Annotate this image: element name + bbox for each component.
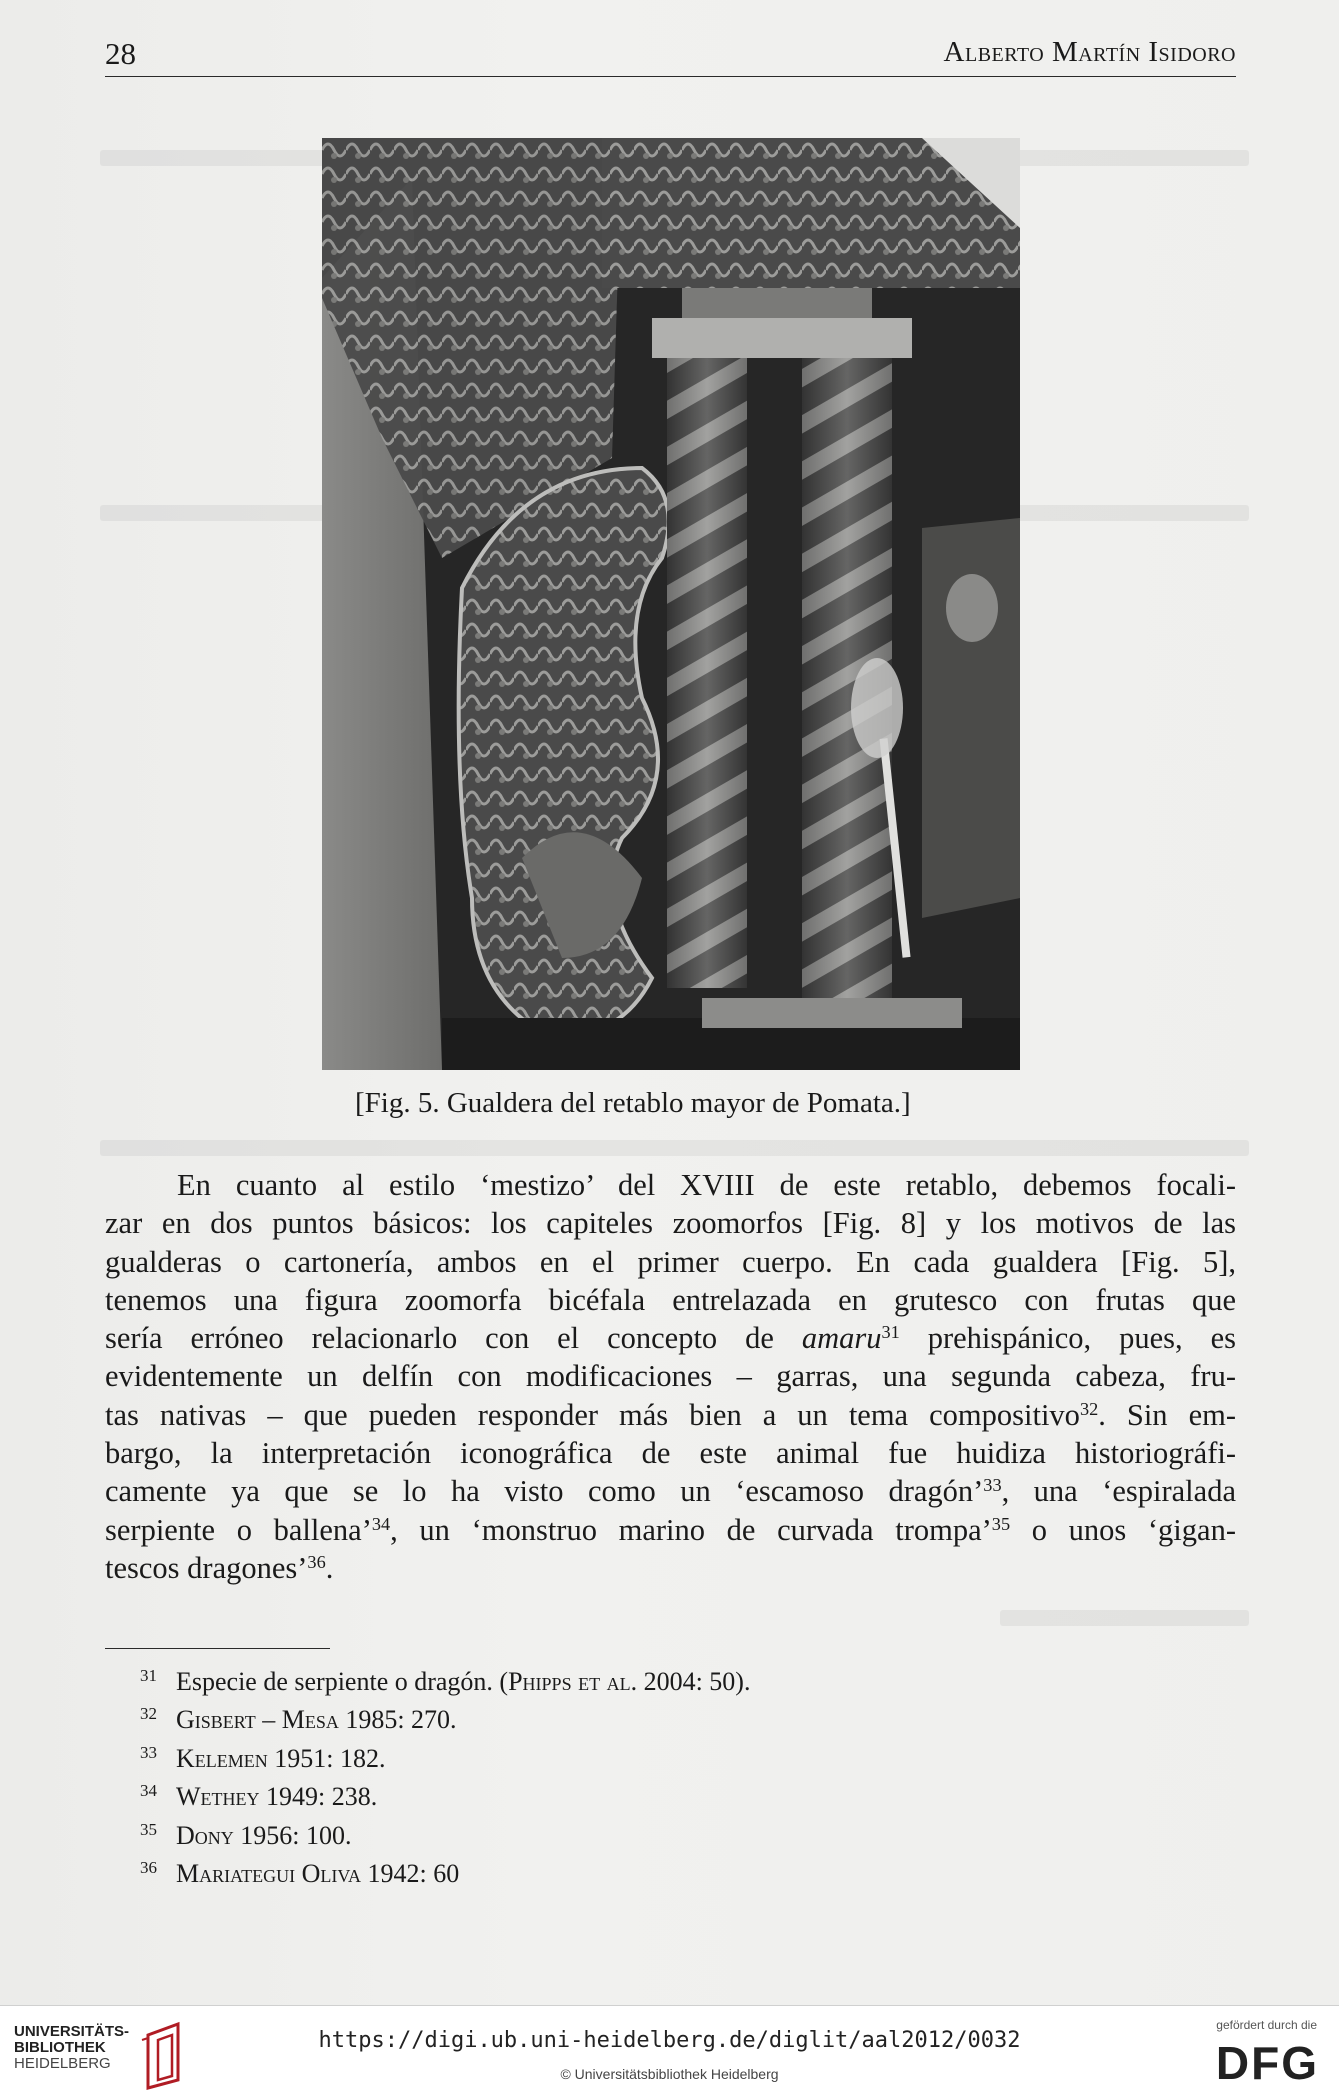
body-line — [105, 1511, 1236, 1549]
retablo-photo-icon — [322, 138, 1020, 1070]
text-run: sería erróneo relacionarlo con el concepto de — [105, 1321, 802, 1356]
bleed-through — [1000, 1610, 1249, 1626]
footnote-number: 32 — [140, 1704, 157, 1724]
running-head: Alberto Martín Isidoro — [943, 36, 1236, 68]
footnote — [140, 1737, 750, 1775]
footnote-text: 1949: 238. — [259, 1782, 378, 1812]
figure-caption: [Fig. 5. Gualdera del retablo mayor de Pomata.] — [355, 1087, 911, 1119]
footnote-ref: 34 — [371, 1513, 391, 1534]
text-run: prehispánico, pues, es — [899, 1321, 1236, 1356]
text-run: tas nativas – que pueden responder más bien a un tema compositivo — [105, 1397, 1080, 1432]
body-line — [105, 1319, 1236, 1357]
footnote-ref: 35 — [991, 1513, 1011, 1534]
footnote-text: 1956: 100. — [233, 1820, 352, 1850]
body-paragraph — [105, 1166, 1236, 1587]
funded-by-label: gefördert durch die — [1216, 2018, 1317, 2032]
page-url-link[interactable]: https://digi.ub.uni-heidelberg.de/diglit/aal2012/0032 — [318, 2028, 1021, 2053]
page-number: 28 — [105, 36, 136, 71]
body-line: gualderas o cartonería, ambos en el primer cuerpo. En cada gualdera [Fig. 5], — [105, 1244, 1236, 1279]
footer-banner — [0, 2005, 1339, 2100]
footnote-ref: 31 — [881, 1322, 900, 1343]
footnote-text: 1942: 60 — [361, 1859, 460, 1889]
body-line: tenemos una figura zoomorfa bicéfala entrelazada en grutesco con frutas que — [105, 1282, 1236, 1317]
bleed-through — [100, 1140, 1249, 1156]
footnote-rule — [105, 1648, 330, 1649]
dfg-logo-icon[interactable]: DFG — [1215, 2037, 1319, 2089]
library-name-line: HEIDELBERG — [14, 2055, 111, 2072]
body-line: bargo, la interpretación iconográfica de este animal fue huidiza historiográfi- — [105, 1436, 1236, 1471]
text-run: , una ‘espiralada — [1001, 1474, 1236, 1509]
body-line — [105, 1549, 1236, 1587]
library-name-line: BIBLIOTHEK — [14, 2039, 106, 2056]
italic-term: amaru — [801, 1321, 882, 1356]
footnote-author: Mariategui Oliva — [176, 1859, 362, 1889]
body-line — [105, 1472, 1236, 1510]
text-run: . Sin em- — [1098, 1397, 1236, 1432]
body-line: zar en dos puntos básicos: los capiteles zoomorfos [Fig. 8] y los motivos de las — [105, 1206, 1236, 1241]
footnote-author: Dony — [176, 1820, 234, 1850]
footnote-text: 1985: 270. — [338, 1705, 457, 1735]
footnote-author: Wethey — [176, 1782, 260, 1812]
footnote-text: 1951: 182. — [267, 1743, 386, 1773]
body-line: evidentemente un delfín con modificaciones – garras, una segunda cabeza, fru- — [105, 1359, 1236, 1394]
library-name-line: UNIVERSITÄTS- — [14, 2023, 130, 2040]
footnote — [140, 1660, 750, 1698]
footnote — [140, 1698, 750, 1736]
body-line: En cuanto al estilo ‘mestizo’ del XVIII de este retablo, debemos focali- — [177, 1168, 1236, 1202]
text-run: , un ‘monstruo marino de curvada trompa’ — [390, 1512, 992, 1547]
footnote-text: Especie de serpiente o dragón. ( — [176, 1667, 509, 1696]
footnote-number: 31 — [140, 1666, 157, 1685]
footnote-author: Kelemen — [176, 1743, 268, 1773]
text-run: camente ya que se lo ha visto como un ‘escamoso dragón’ — [105, 1474, 984, 1509]
footnote-ref: 33 — [983, 1475, 1002, 1496]
footnote — [140, 1814, 750, 1852]
copyright-notice: © Universitätsbibliothek Heidelberg — [560, 2066, 779, 2082]
figure-photo — [322, 138, 1020, 1070]
body-line — [105, 1396, 1236, 1434]
text-run: . — [325, 1550, 334, 1585]
text-run: serpiente o ballena’ — [105, 1512, 372, 1547]
page-header — [105, 36, 1236, 77]
footnote-text: 2004: 50). — [637, 1667, 751, 1696]
footnote-number: 33 — [140, 1742, 157, 1762]
footnote-number: 36 — [140, 1858, 157, 1878]
footnotes — [140, 1660, 750, 1890]
footnote-number: 35 — [140, 1819, 157, 1839]
text-run: tescos dragones’ — [105, 1550, 308, 1585]
footnote-author: Gisbert – Mesa — [176, 1705, 339, 1735]
text-run: o unos ‘gigan- — [1010, 1512, 1236, 1547]
footnote — [140, 1852, 750, 1890]
footnote-author: Phipps et al. — [508, 1667, 638, 1696]
footnote-ref: 32 — [1079, 1398, 1099, 1419]
footnote-ref: 36 — [307, 1551, 326, 1572]
footnote-number: 34 — [140, 1781, 157, 1801]
footnote — [140, 1775, 750, 1813]
